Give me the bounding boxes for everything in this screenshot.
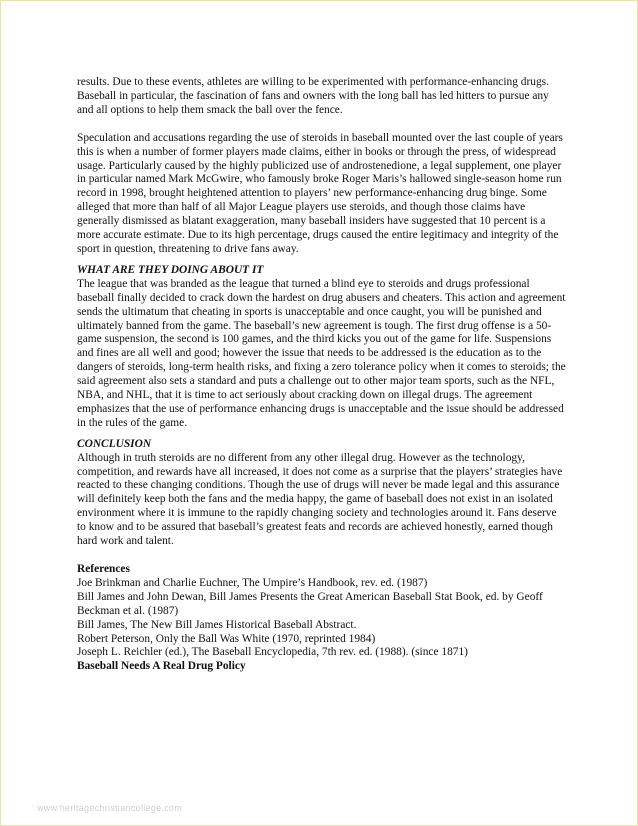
- reference-item: Bill James, The New Bill James Historical Baseball Abstract.: [77, 618, 357, 631]
- reference-item: Joseph L. Reichler (ed.), The Baseball Encyclopedia, 7th rev. ed. (1988). (since 1871): [77, 646, 468, 659]
- watermark: www.heritagechristiancollege.com: [37, 803, 183, 813]
- reference-item: Joe Brinkman and Charlie Euchner, The Umpire’s Handbook, rev. ed. (1987): [77, 576, 428, 589]
- speculation-paragraph: Speculation and accusations regarding the use of steroids in baseball mounted over the last couple of years this is when a number of former players made claims, either in books or through the press, of widespread usage. Particularly caused by the highly publicized use of androstenedione, a legal supplement, one player in particular named Mark McGwire, who famously broke Roger Maris’s hallowed single-season home run record in 1998, brought heightened attention to players’ new performance-enhancing drug binge. Some alleged that more than half of all Major League players use steroids, and though those claims have generally dismissed as blatant exaggeration, many baseball insiders have suggested that 10 percent is a more accurate estimate. Due to its high percentage, drugs caused the entire legitimacy and integrity of the sport in question, threatening to drive fans away.: [77, 131, 563, 255]
- paragraph-spacer: [77, 431, 567, 438]
- intro-paragraph: results. Due to these events, athletes are willing to be experimented with performance-enhancing drugs. Baseball in particular, the fascination of fans and owners with the long ball has led hitters to pursue any and all options to help them smack the ball over the fence.: [77, 76, 549, 116]
- references-heading: References: [77, 563, 130, 575]
- section-paragraph-conclusion: Although in truth steroids are no different from any other illegal drug. However as the technology, competition, and rewards have all increased, it does not come as a surprise that the players’ strategies have reacted to these changing conditions. Though the use of drugs will never be made legal and this assurance will definitely keep both the fans and the media happy, the game of baseball does not exist in an isolated environment where it is immune to the rapidly changing society and technologies around it. Fans deserve to know and to be assured that baseball’s greatest feats and records are achieved honestly, earned though hard work and talent.: [77, 451, 563, 548]
- section-paragraph-what: The league that was branded as the league that turned a blind eye to steroids and drugs professional baseball finally decided to crack down the hardest on drug abusers and cheaters. This action and agreement sends the ultimatum that cheating in sports is unacceptable and once caught, you will be punished and ultimately banned from the game. The baseball’s new agreement is tough. The first drug offense is a 50-game suspension, the second is 100 games, and the third kicks you out of the game for life. Suspensions and fines are all well and good; however the issue that needs to be addressed is the education as to the dangers of steroids, long-term health risks, and fixing a zero tolerance policy when it comes to steroids; the said agreement also sets a standard and puts a challenge out to other major team sports, such as the NFL, NBA, and NHL, that it is time to act seriously about cracking down on illegal drugs. The agreement emphasizes that the use of performance enhancing drugs is unacceptable and the issue should be addressed in the rules of the game.: [77, 277, 566, 429]
- paragraph-spacer: [77, 549, 567, 563]
- paragraph-spacer: [77, 118, 567, 132]
- trailing-title: Baseball Needs A Real Drug Policy: [77, 660, 246, 673]
- document-body: [77, 76, 567, 674]
- section-heading-what: WHAT ARE THEY DOING ABOUT IT: [77, 263, 264, 276]
- reference-item: Robert Peterson, Only the Ball Was White (1970, reprinted 1984): [77, 632, 376, 645]
- section-heading-conclusion: CONCLUSION: [77, 437, 152, 450]
- reference-item: Bill James and John Dewan, Bill James Presents the Great American Baseball Stat Book, ed. by Geoff Beckman et al. (1987): [77, 590, 543, 617]
- paragraph-spacer: [77, 257, 567, 264]
